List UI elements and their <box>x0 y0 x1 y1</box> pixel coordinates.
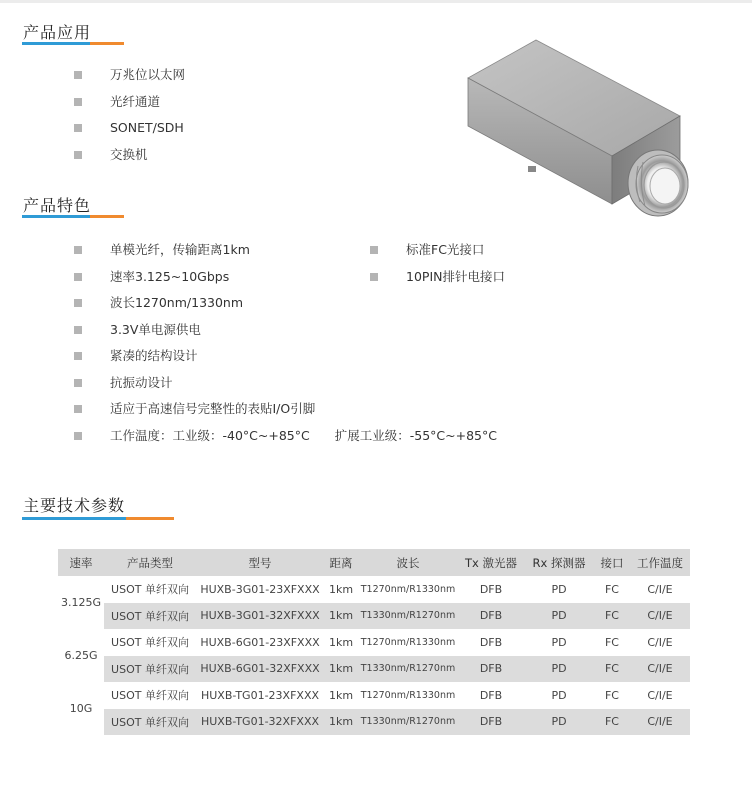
table-cell: C/I/E <box>630 709 690 736</box>
title-underline-blue <box>22 215 90 218</box>
table-cell: DFB <box>458 656 524 683</box>
table-cell: DFB <box>458 603 524 630</box>
section-title-specs: 主要技术参数 <box>23 496 126 515</box>
table-row <box>58 629 690 656</box>
table-cell: HUXB-3G01-23XFXXX <box>200 582 320 596</box>
table-cell: T1330nm/R1270nm <box>358 709 458 736</box>
bullet-square-icon <box>74 246 82 254</box>
title-underline-blue <box>22 42 90 45</box>
bullet-square-icon <box>74 299 82 307</box>
top-divider <box>0 0 752 3</box>
table-cell: T1270nm/R1330nm <box>360 689 456 701</box>
table-cell: HUXB-TG01-32XFXXX <box>196 709 324 736</box>
section-title-applications: 产品应用 <box>23 23 92 42</box>
table-cell: FC <box>594 603 630 630</box>
table-cell: PD <box>551 582 567 596</box>
table-row <box>58 603 690 630</box>
bullet-square-icon <box>74 124 82 132</box>
table-row <box>58 656 690 683</box>
table-cell: DFB <box>458 709 524 736</box>
table-cell: PD <box>551 688 567 702</box>
column-header: 距离 <box>324 549 358 576</box>
table-row <box>58 709 690 736</box>
table-cell: 1km <box>324 709 358 736</box>
table-cell: USOT 单纤双向 <box>111 689 189 703</box>
table-cell: HUXB-6G01-32XFXXX <box>196 656 324 683</box>
table-row <box>58 682 690 709</box>
table-cell: FC <box>604 688 619 702</box>
column-header: 型号 <box>196 549 324 576</box>
bullet-square-icon <box>74 273 82 281</box>
table-cell: USOT 单纤双向 <box>104 656 196 683</box>
title-underline-orange <box>90 215 124 218</box>
table-cell: FC <box>604 635 619 649</box>
table-cell: FC <box>594 656 630 683</box>
specs-table <box>58 549 690 735</box>
column-header: Tx 激光器 <box>458 549 524 576</box>
table-cell: C/I/E <box>647 688 673 702</box>
table-cell: PD <box>524 656 594 683</box>
table-cell: USOT 单纤双向 <box>104 603 196 630</box>
table-cell: C/I/E <box>630 656 690 683</box>
table-cell: FC <box>604 582 619 596</box>
rate-cell: 10G <box>58 682 104 735</box>
bullet-square-icon <box>74 379 82 387</box>
table-cell: PD <box>524 709 594 736</box>
table-cell: 1km <box>324 656 358 683</box>
bullet-square-icon <box>74 405 82 413</box>
table-cell: PD <box>524 603 594 630</box>
table-cell: DFB <box>479 635 503 649</box>
table-cell: 1km <box>328 688 354 702</box>
table-cell: FC <box>594 709 630 736</box>
table-cell: PD <box>551 635 567 649</box>
bullet-square-icon <box>74 352 82 360</box>
bullet-square-icon <box>74 326 82 334</box>
table-cell: DFB <box>479 688 503 702</box>
bullet-square-icon <box>370 246 378 254</box>
bullet-square-icon <box>74 98 82 106</box>
table-cell: USOT 单纤双向 <box>111 583 189 597</box>
table-cell: 1km <box>328 582 354 596</box>
table-cell: USOT 单纤双向 <box>111 636 189 650</box>
table-header-row <box>58 549 690 576</box>
rate-cell: 3.125G <box>58 576 104 629</box>
table-row <box>58 576 690 603</box>
bullet-square-icon <box>74 151 82 159</box>
bullet-square-icon <box>370 273 378 281</box>
table-cell: C/I/E <box>647 582 673 596</box>
column-header: Rx 探测器 <box>524 549 594 576</box>
table-cell: USOT 单纤双向 <box>104 709 196 736</box>
table-cell: T1270nm/R1330nm <box>360 583 456 595</box>
column-header: 接口 <box>594 549 630 576</box>
table-cell: DFB <box>479 582 503 596</box>
table-cell: C/I/E <box>630 603 690 630</box>
column-header: 波长 <box>358 549 458 576</box>
table-cell: T1270nm/R1330nm <box>360 636 456 648</box>
column-header: 工作温度 <box>630 549 690 576</box>
table-cell: HUXB-TG01-23XFXXX <box>200 688 320 702</box>
table-cell: HUXB-6G01-23XFXXX <box>200 635 320 649</box>
table-cell: HUXB-3G01-32XFXXX <box>196 603 324 630</box>
product-transceiver-image <box>462 38 694 224</box>
rate-cell: 6.25G <box>58 629 104 682</box>
table-cell: 1km <box>324 603 358 630</box>
title-underline-orange <box>90 42 124 45</box>
bullet-square-icon <box>74 71 82 79</box>
section-title-features: 产品特色 <box>23 196 92 215</box>
table-cell: T1330nm/R1270nm <box>358 603 458 630</box>
table-cell: 1km <box>328 635 354 649</box>
column-header: 产品类型 <box>104 549 196 576</box>
table-cell: C/I/E <box>647 635 673 649</box>
bullet-square-icon <box>74 432 82 440</box>
title-underline-orange <box>126 517 174 520</box>
title-underline-blue <box>22 517 126 520</box>
column-header: 速率 <box>58 549 104 576</box>
table-cell: T1330nm/R1270nm <box>358 656 458 683</box>
